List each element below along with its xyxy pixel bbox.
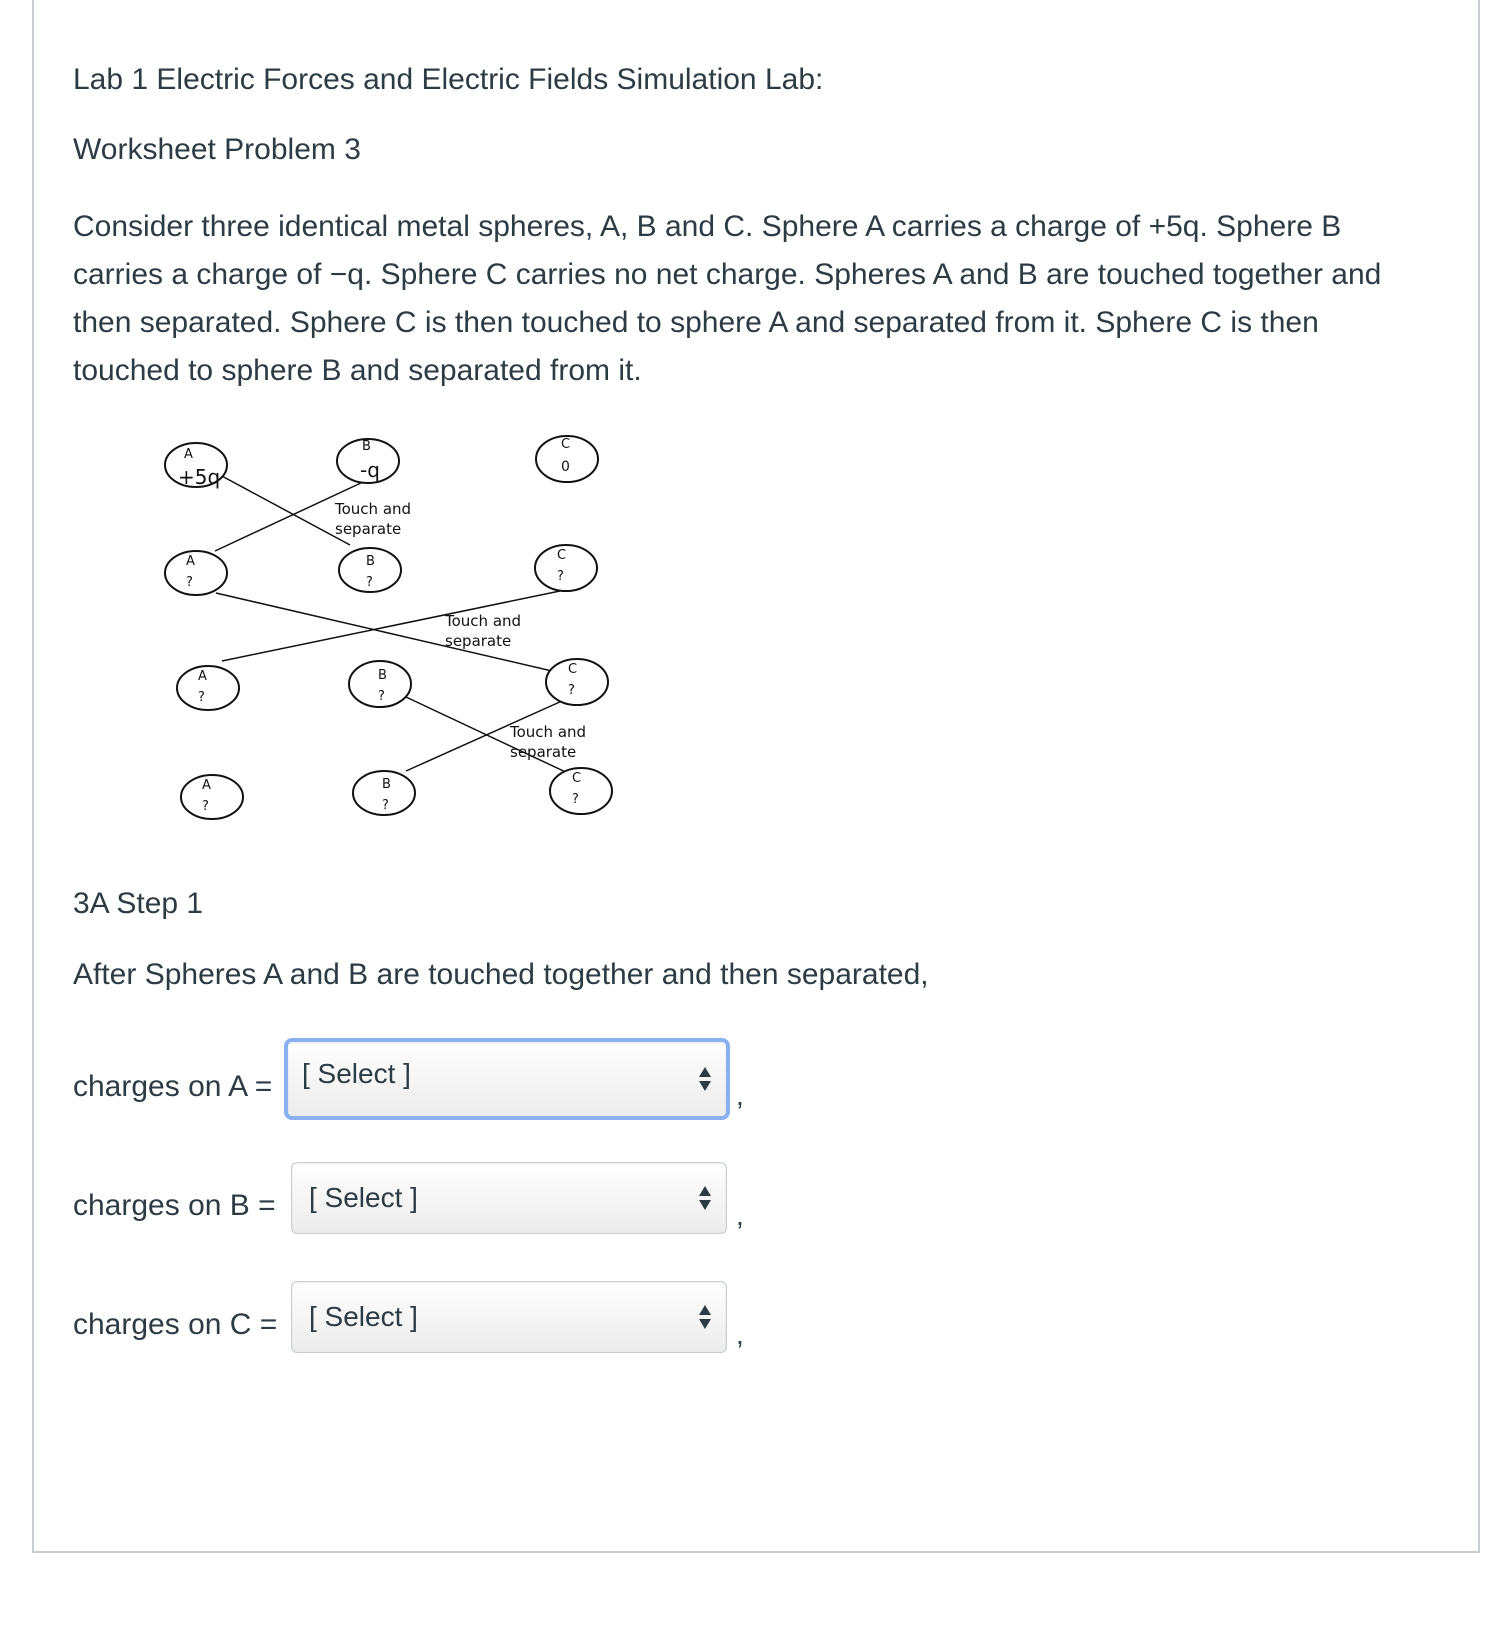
svg-text:?: ? bbox=[186, 575, 193, 590]
step-heading: 3A Step 1 bbox=[73, 887, 204, 920]
select-charges-c-value: [ Select ] bbox=[309, 1301, 418, 1332]
svg-text:0: 0 bbox=[561, 459, 570, 475]
svg-text:C: C bbox=[557, 548, 567, 563]
select-arrows-icon bbox=[698, 1185, 712, 1211]
comma-c: , bbox=[736, 1319, 744, 1350]
select-charges-a-value: [ Select ] bbox=[302, 1058, 411, 1089]
select-charges-b-value: [ Select ] bbox=[309, 1182, 418, 1213]
svg-text:?: ? bbox=[572, 792, 579, 807]
sphere-a-step3 bbox=[181, 775, 243, 819]
comma-b: , bbox=[736, 1200, 744, 1231]
label-charges-c: charges on C = bbox=[73, 1308, 278, 1341]
sphere-c-step2 bbox=[546, 659, 608, 705]
select-charges-a[interactable] bbox=[284, 1038, 730, 1120]
svg-text:B: B bbox=[378, 668, 387, 683]
svg-text:-q: -q bbox=[360, 458, 380, 482]
sphere-c-step3 bbox=[550, 768, 612, 814]
svg-text:?: ? bbox=[378, 689, 385, 704]
touch-label-2-line2: separate bbox=[445, 632, 512, 650]
touch-label-3-line2: separate bbox=[510, 743, 577, 761]
touch-label-1-line2: separate bbox=[335, 520, 402, 538]
svg-text:?: ? bbox=[382, 798, 389, 813]
sphere-a-step2 bbox=[177, 666, 239, 710]
select-charges-c[interactable] bbox=[291, 1281, 727, 1353]
svg-text:B: B bbox=[382, 777, 391, 792]
sphere-b-step1 bbox=[339, 548, 401, 592]
touch-label-2-line1: Touch and bbox=[445, 612, 522, 630]
sphere-a-step1 bbox=[165, 551, 227, 595]
svg-text:C: C bbox=[572, 771, 582, 786]
svg-text:B: B bbox=[366, 554, 375, 569]
select-charges-b[interactable] bbox=[291, 1162, 727, 1234]
label-charges-a: charges on A = bbox=[73, 1070, 273, 1103]
svg-text:C: C bbox=[561, 437, 571, 452]
svg-text:A: A bbox=[198, 669, 207, 684]
svg-text:?: ? bbox=[198, 690, 205, 705]
touch-label-3-line1: Touch and bbox=[510, 723, 587, 741]
svg-text:B: B bbox=[362, 439, 371, 454]
sphere-b-step2 bbox=[349, 661, 411, 707]
svg-text:A: A bbox=[184, 447, 193, 462]
problem-statement: Consider three identical metal spheres, A, B and C. Sphere A carries a charge of +5q. Sphere B carries a charge of −q. Sphere C carries no net charge. Spheres A and B are touched together and then separated. Sphere C is then touched to sphere A and separated from it. Sphere C is then touched to sphere B and separated from it. bbox=[73, 210, 1382, 387]
sphere-b-initial bbox=[337, 439, 399, 483]
section-subtitle: Worksheet Problem 3 bbox=[73, 133, 361, 166]
svg-text:C: C bbox=[568, 662, 578, 677]
svg-text:A: A bbox=[202, 778, 211, 793]
page-title: Lab 1 Electric Forces and Electric Fields Simulation Lab: bbox=[73, 63, 824, 96]
svg-text:?: ? bbox=[557, 569, 564, 584]
svg-text:?: ? bbox=[202, 799, 209, 814]
touch-label-1-line1: Touch and bbox=[335, 500, 412, 518]
sphere-c-initial bbox=[536, 436, 598, 482]
sphere-c-step1 bbox=[535, 545, 597, 591]
step-intro: After Spheres A and B are touched together and then separated, bbox=[73, 958, 929, 991]
svg-text:?: ? bbox=[568, 683, 575, 698]
label-charges-b: charges on B = bbox=[73, 1189, 276, 1222]
svg-text:?: ? bbox=[366, 575, 373, 590]
sphere-a-initial bbox=[165, 443, 227, 489]
select-arrows-icon bbox=[698, 1066, 712, 1092]
sphere-diagram bbox=[160, 437, 640, 855]
comma-a: , bbox=[736, 1080, 744, 1111]
select-arrows-icon bbox=[698, 1304, 712, 1330]
svg-text:+5q: +5q bbox=[178, 465, 221, 489]
line-a1-b2 bbox=[220, 475, 350, 545]
sphere-b-step3 bbox=[353, 771, 415, 815]
svg-text:A: A bbox=[186, 554, 195, 569]
